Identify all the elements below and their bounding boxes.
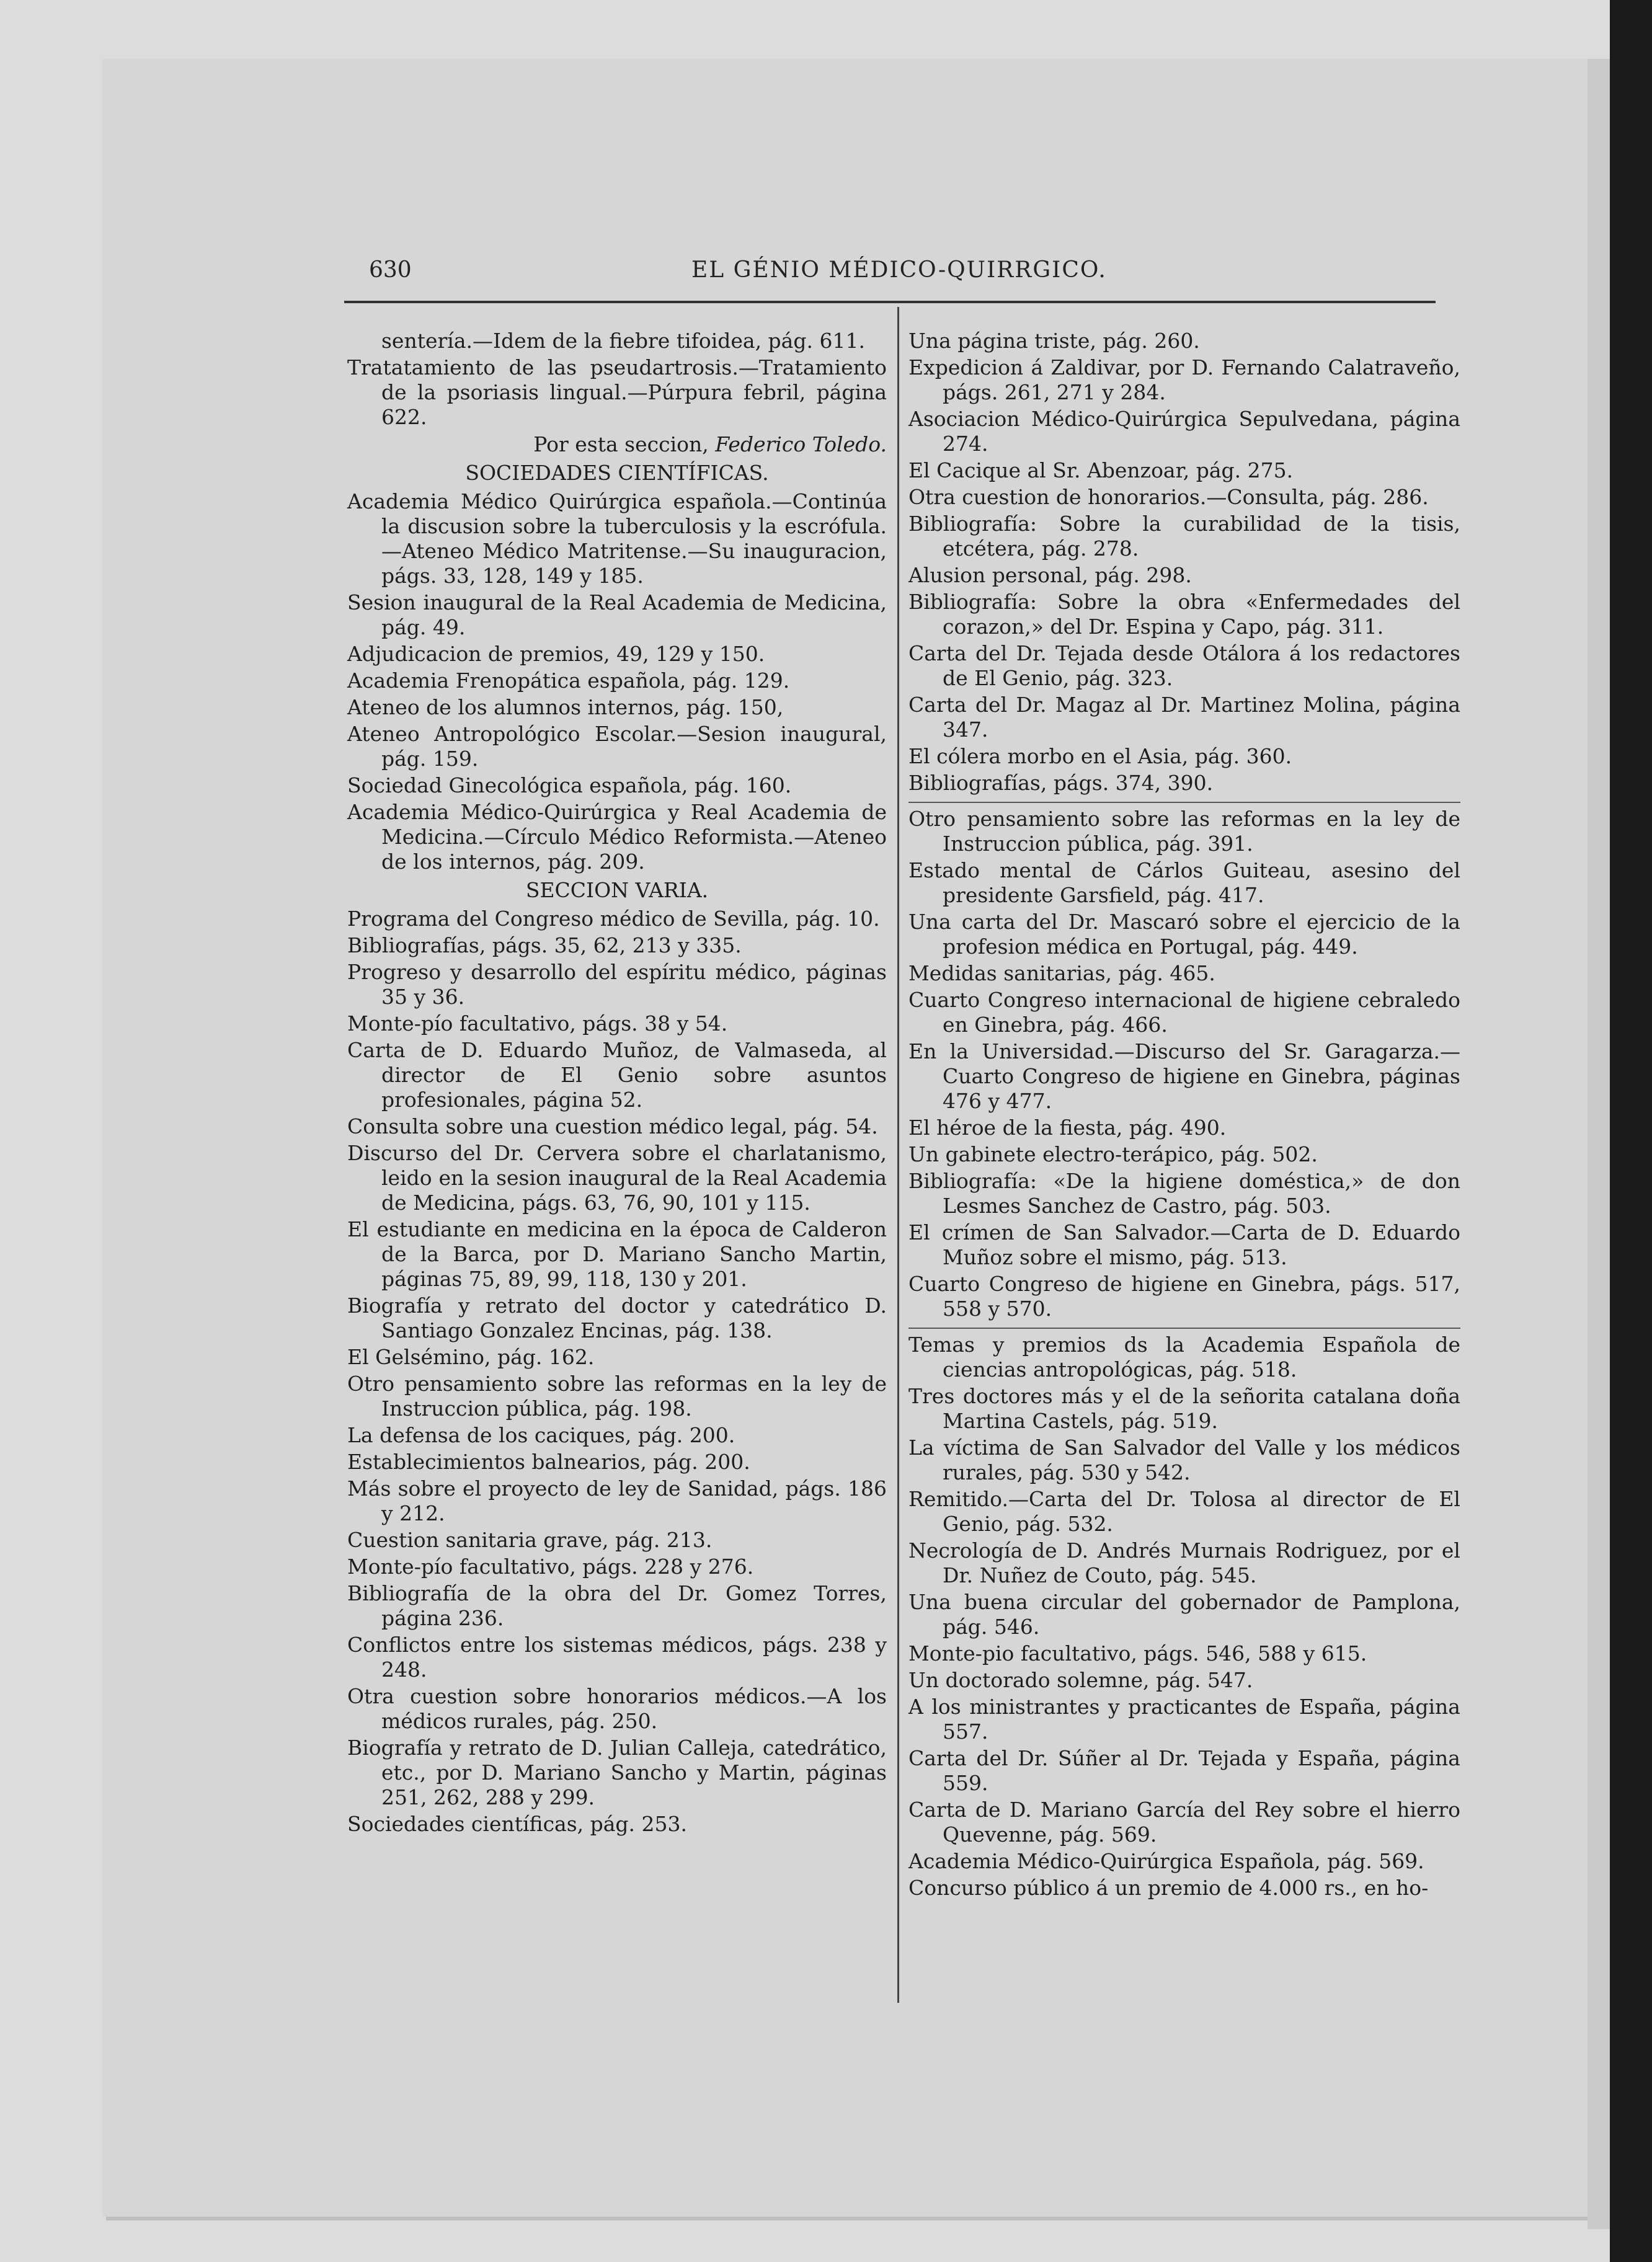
index-entry: Bibliografías, págs. 374, 390.	[908, 771, 1214, 795]
index-entry: Monte-pío facultativo, págs. 38 y 54.	[347, 1011, 728, 1036]
index-entry: Ateneo Antropológico Escolar.—Sesion inaugural, pág. 159.	[347, 722, 887, 771]
column-divider	[897, 307, 899, 2003]
index-entry: Carta del Dr. Tejada desde Otálora á los redactores de El Genio, pág. 323.	[908, 641, 1460, 690]
index-entry: Otro pensamiento sobre las reformas en la ley de Instruccion pública, pág. 391.	[908, 802, 1460, 856]
index-entry: Estado mental de Cárlos Guiteau, asesino del presidente Garsfield, pág. 417.	[908, 858, 1460, 907]
index-entry: A los ministrantes y practicantes de España, página 557.	[908, 1695, 1460, 1744]
index-entry: Bibliografía de la obra del Dr. Gomez Torres, página 236.	[347, 1581, 887, 1630]
page-number: 630	[369, 257, 412, 283]
index-entry: Una página triste, pág. 260.	[908, 329, 1200, 353]
index-entry: Una buena circular del gobernador de Pamplona, pág. 546.	[908, 1590, 1460, 1639]
index-entry: La víctima de San Salvador del Valle y los médicos rurales, pág. 530 y 542.	[908, 1435, 1460, 1484]
header-rule	[344, 301, 1436, 303]
index-entry: Carta de D. Mariano García del Rey sobre el hierro Quevenne, pág. 569.	[908, 1798, 1460, 1847]
section-byline	[347, 432, 887, 457]
byline-prefix: Por esta seccion,	[533, 432, 709, 456]
index-entry: Medidas sanitarias, pág. 465.	[908, 961, 1215, 985]
index-entry: Más sobre el proyecto de ley de Sanidad, págs. 186 y 212.	[347, 1476, 887, 1525]
index-entry: Expedicion á Zaldivar, por D. Fernando Calatraveño, págs. 261, 271 y 284.	[908, 355, 1460, 404]
index-entry: Cuestion sanitaria grave, pág. 213.	[347, 1528, 713, 1552]
index-entry: Consulta sobre una cuestion médico legal, pág. 54.	[347, 1114, 878, 1138]
index-entry: Conflictos entre los sistemas médicos, págs. 238 y 248.	[347, 1633, 887, 1682]
index-entry: Asociacion Médico-Quirúrgica Sepulvedana, página 274.	[908, 407, 1460, 456]
index-entry: Progreso y desarrollo del espíritu médico, páginas 35 y 36.	[347, 960, 887, 1009]
page-edge	[1588, 59, 1610, 2229]
index-entry: Temas y premios ds la Academia Española de ciencias antropológicas, pág. 518.	[908, 1328, 1460, 1382]
index-entry: Academia Médico Quirúrgica española.—Continúa la discusion sobre la tuberculosis y la escrófula.—Ateneo Médico Matritense.—Su inauguracion, págs. 33, 128, 149 y 185.	[347, 489, 887, 588]
index-entry: Un gabinete electro-terápico, pág. 502.	[908, 1142, 1318, 1166]
index-entry: Bibliografía: Sobre la obra «Enfermedades del corazon,» del Dr. Espina y Capo, pág. 311.	[908, 590, 1460, 639]
section-heading-societies: SOCIEDADES CIENTÍFICAS.	[465, 461, 769, 485]
index-entry: El crímen de San Salvador.—Carta de D. Eduardo Muñoz sobre el mismo, pág. 513.	[908, 1220, 1460, 1269]
index-entry: Carta de D. Eduardo Muñoz, de Valmaseda, al director de El Genio sobre asuntos profesionales, página 52.	[347, 1038, 887, 1112]
index-entry: Ateneo de los alumnos internos, pág. 150,	[347, 695, 784, 719]
index-entry: Bibliografía: Sobre la curabilidad de la tisis, etcétera, pág. 278.	[908, 512, 1460, 561]
index-entry: El héroe de la fiesta, pág. 490.	[908, 1115, 1227, 1140]
running-title: EL GÉNIO MÉDICO-QUIRRGICO.	[691, 257, 1107, 283]
index-entry: Concurso público á un premio de 4.000 rs., en ho-	[908, 1876, 1429, 1900]
index-entry: Otra cuestion de honorarios.—Consulta, pág. 286.	[908, 485, 1429, 509]
index-entry: Carta del Dr. Súñer al Dr. Tejada y España, página 559.	[908, 1746, 1460, 1795]
index-entry: Adjudicacion de premios, 49, 129 y 150.	[347, 642, 765, 666]
index-entry: Una carta del Dr. Mascaró sobre el ejercicio de la profesion médica en Portugal, pág. 449.	[908, 910, 1460, 959]
index-entry: Academia Médico-Quirúrgica Española, pág. 569.	[908, 1849, 1424, 1873]
index-entry: El estudiante en medicina en la época de Calderon de la Barca, por D. Mariano Sancho Martin, páginas 75, 89, 99, 118, 130 y 201.	[347, 1217, 887, 1291]
societies-list	[347, 489, 887, 874]
scan-border	[1610, 0, 1652, 2262]
index-entry: El Gelsémino, pág. 162.	[347, 1345, 595, 1369]
index-entry: Carta del Dr. Magaz al Dr. Martinez Molina, página 347.	[908, 693, 1460, 742]
index-entry: Remitido.—Carta del Dr. Tolosa al director de El Genio, pág. 532.	[908, 1487, 1460, 1536]
index-entry: Otro pensamiento sobre las reformas en la ley de Instruccion pública, pág. 198.	[347, 1372, 887, 1421]
index-entry: Biografía y retrato del doctor y catedrático D. Santiago Gonzalez Encinas, pág. 138.	[347, 1293, 887, 1342]
index-entry: Establecimientos balnearios, pág. 200.	[347, 1450, 750, 1474]
index-entry: Sesion inaugural de la Real Academia de Medicina, pág. 49.	[347, 590, 887, 639]
index-entry: Monte-pio facultativo, págs. 546, 588 y 615.	[908, 1641, 1367, 1665]
index-entry: Discurso del Dr. Cervera sobre el charlatanismo, leido en la sesion inaugural de la Real Academia de Medicina, págs. 63, 76, 90, 101 y 115.	[347, 1141, 887, 1215]
index-entry: Programa del Congreso médico de Sevilla, pág. 10.	[347, 907, 880, 931]
index-entry: Academia Frenopática española, pág. 129.	[347, 668, 790, 693]
page-header	[369, 251, 1448, 288]
index-entry: sentería.—Idem de la fiebre tifoidea, pág. 611.	[381, 329, 865, 353]
byline-author: Federico Toledo.	[715, 432, 887, 456]
index-entry: Sociedades científicas, pág. 253.	[347, 1812, 688, 1836]
index-entry: Bibliografías, págs. 35, 62, 213 y 335.	[347, 933, 742, 957]
index-entry: Biografía y retrato de D. Julian Calleja, catedrático, etc., por D. Mariano Sancho y Martin, páginas 251, 262, 288 y 299.	[347, 1736, 887, 1809]
left-column	[347, 329, 887, 1838]
index-entry: Tratatamiento de las pseudartrosis.—Tratamiento de la psoriasis lingual.—Púrpura febril, página 622.	[347, 355, 887, 429]
index-entry: En la Universidad.—Discurso del Sr. Garagarza.—Cuarto Congreso de higiene en Ginebra, páginas 476 y 477.	[908, 1039, 1460, 1113]
right-column	[908, 329, 1460, 1902]
index-entry: Necrología de D. Andrés Murnais Rodriguez, por el Dr. Nuñez de Couto, pág. 545.	[908, 1538, 1460, 1587]
index-entry: Tres doctores más y el de la señorita catalana doña Martina Castels, pág. 519.	[908, 1384, 1460, 1433]
index-entry: Bibliografía: «De la higiene doméstica,» de don Lesmes Sanchez de Castro, pág. 503.	[908, 1169, 1460, 1218]
index-entry: Alusion personal, pág. 298.	[908, 563, 1192, 587]
index-entry: Academia Médico-Quirúrgica y Real Academia de Medicina.—Círculo Médico Reformista.—Ateneo de los internos, pág. 209.	[347, 800, 887, 874]
section-heading-varia: SECCION VARIA.	[525, 878, 709, 902]
index-entry: Un doctorado solemne, pág. 547.	[908, 1668, 1253, 1692]
index-entry: El cólera morbo en el Asia, pág. 360.	[908, 744, 1292, 768]
index-entry: Cuarto Congreso internacional de higiene cebraledo en Ginebra, pág. 466.	[908, 988, 1460, 1037]
index-entry: Monte-pío facultativo, págs. 228 y 276.	[347, 1555, 754, 1579]
varia-list	[347, 907, 887, 1837]
index-entry: Otra cuestion sobre honorarios médicos.—A los médicos rurales, pág. 250.	[347, 1684, 887, 1733]
index-entry: Cuarto Congreso de higiene en Ginebra, págs. 517, 558 y 570.	[908, 1272, 1460, 1321]
index-entry: Sociedad Ginecológica española, pág. 160.	[347, 773, 792, 797]
index-entry: La defensa de los caciques, pág. 200.	[347, 1423, 735, 1447]
index-entry: El Cacique al Sr. Abenzoar, pág. 275.	[908, 458, 1294, 482]
